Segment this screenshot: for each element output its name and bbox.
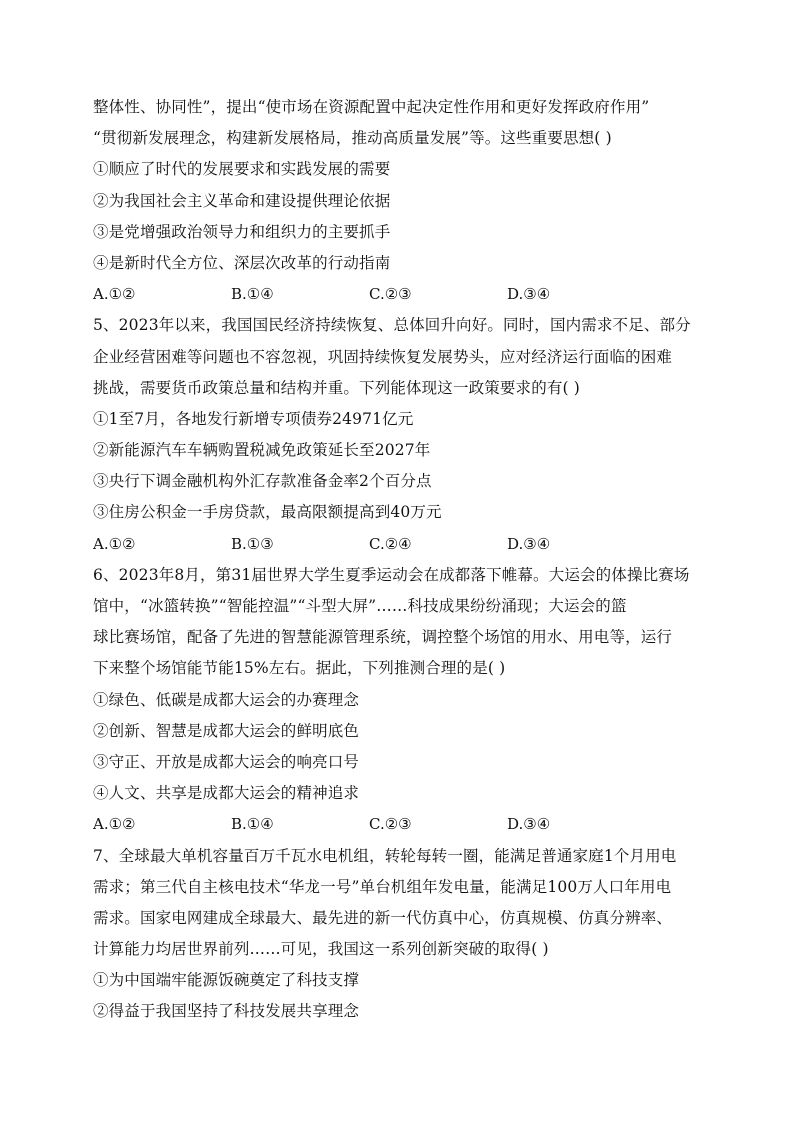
question-7 bbox=[93, 841, 705, 1028]
question-5 bbox=[93, 310, 705, 560]
option-c: C.②③ bbox=[369, 285, 412, 304]
question-stem-line: 馆中，“冰篮转换”“智能控温”“斗型大屏”……科技成果纷纷涌现；大运会的篮 bbox=[93, 597, 627, 615]
statement: ④是新时代全方位、深层次改革的行动指南 bbox=[93, 253, 391, 272]
question-stem-line: 整体性、协同性”，提出“使市场在资源配置中起决定性作用和更好发挥政府作用” bbox=[93, 98, 650, 116]
statement: ②得益于我国坚持了科技发展共享理念 bbox=[93, 1002, 360, 1021]
option-c: C.②④ bbox=[369, 534, 412, 553]
option-a: A.①② bbox=[93, 534, 136, 553]
question-stem-line: 计算能力均居世界前列……可见，我国这一系列创新突破的取得( ) bbox=[93, 940, 549, 959]
question-stem-line: 需求；第三代自主核电技术“华龙一号”单台机组年发电量，能满足100万人口年用电 bbox=[93, 877, 672, 896]
question-stem-line: 挑战，需要货币政策总量和结构并重。下列能体现这一政策要求的有( ) bbox=[93, 378, 580, 397]
statement: ①1至7月，各地发行新增专项债券24971亿元 bbox=[93, 409, 414, 428]
statement: ②新能源汽车车辆购置税减免政策延长至2027年 bbox=[93, 441, 431, 460]
question-stem-line: 下来整个场馆能节能15%左右。据此，下列推测合理的是( ) bbox=[93, 659, 506, 678]
statement: ④人文、共享是成都大运会的精神追求 bbox=[93, 784, 360, 803]
statement: ③住房公积金一手房贷款，最高限额提高到40万元 bbox=[93, 503, 442, 522]
option-a: A.①② bbox=[93, 815, 136, 834]
question-stem-line: 企业经营困难等问题也不容忽视，巩固持续恢复发展势头，应对经济运行面临的困难 bbox=[93, 347, 673, 366]
option-a: A.①② bbox=[93, 285, 136, 304]
question-stem-line: 5、2023年以来，我国国民经济持续恢复、总体回升向好。同时，国内需求不足、部分 bbox=[93, 316, 691, 335]
question-stem-line: “贯彻新发展理念，构建新发展格局，推动高质量发展”等。这些重要思想( ) bbox=[93, 129, 612, 148]
answer-options bbox=[93, 529, 705, 560]
statement: ③守正、开放是成都大运会的响亮口号 bbox=[93, 752, 360, 771]
question-stem-line: 需求。国家电网建成全球最大、最先进的新一代仿真中心，仿真规模、仿真分辨率、 bbox=[93, 908, 673, 927]
option-b: B.①④ bbox=[231, 285, 274, 304]
answer-options bbox=[93, 809, 705, 840]
statement: ③是党增强政治领导力和组织力的主要抓手 bbox=[93, 222, 391, 241]
option-b: B.①④ bbox=[231, 815, 274, 834]
statement: ②创新、智慧是成都大运会的鲜明底色 bbox=[93, 721, 360, 740]
statement: ③央行下调金融机构外汇存款准备金率2个百分点 bbox=[93, 472, 432, 491]
question-6 bbox=[93, 560, 705, 841]
statement: ①绿色、低碳是成都大运会的办赛理念 bbox=[93, 690, 360, 709]
question-stem-line: 6、2023年8月，第31届世界大学生夏季运动会在成都落下帷幕。大运会的体操比赛场 bbox=[93, 565, 690, 584]
statement: ①为中国端牢能源饭碗奠定了科技支撑 bbox=[93, 971, 360, 990]
answer-options bbox=[93, 279, 705, 310]
question-4 bbox=[93, 92, 705, 310]
option-c: C.②③ bbox=[369, 815, 412, 834]
option-d: D.③④ bbox=[507, 534, 551, 553]
option-b: B.①③ bbox=[231, 534, 274, 553]
question-stem-line: 7、全球最大单机容量百万千瓦水电机组，转轮每转一圈，能满足普通家庭1个月用电 bbox=[93, 846, 677, 865]
option-d: D.③④ bbox=[507, 815, 551, 834]
statement: ①顺应了时代的发展要求和实践发展的需要 bbox=[93, 160, 391, 179]
statement: ②为我国社会主义革命和建设提供理论依据 bbox=[93, 191, 391, 210]
exam-page bbox=[93, 92, 705, 1028]
option-d: D.③④ bbox=[507, 285, 551, 304]
question-stem-line: 球比赛场馆，配备了先进的智慧能源管理系统，调控整个场馆的用水、用电等，运行 bbox=[93, 628, 673, 647]
